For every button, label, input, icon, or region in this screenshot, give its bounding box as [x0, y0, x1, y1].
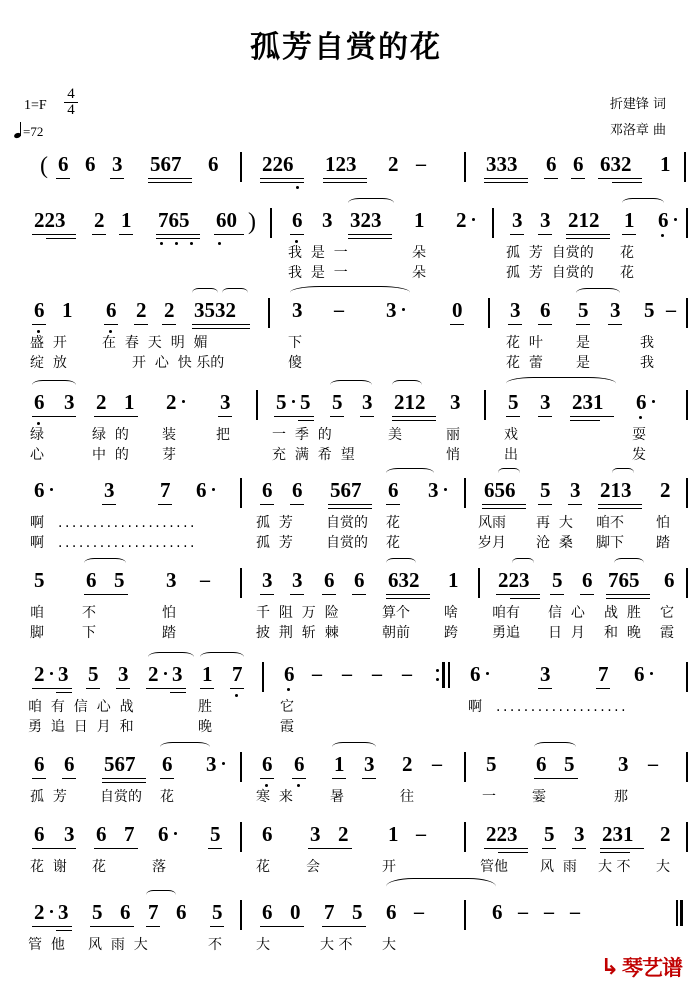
note: 6 [34, 298, 45, 322]
barline [686, 478, 688, 508]
lyric-verse-1: 花 谢 花 落 花 会 开 管他 风 雨 大 不 大 [30, 859, 670, 875]
lyric-verse-1: 管 他 风 雨 大 不 大 大 不 大 [28, 937, 396, 953]
barline [686, 752, 688, 782]
note: 6 [292, 478, 303, 502]
barline [240, 822, 242, 852]
note: 3 [58, 900, 69, 924]
note: 6 [294, 752, 305, 776]
lyric-extension-dots: ................... [496, 699, 629, 715]
note: 3 [510, 298, 521, 322]
note: 5 [486, 752, 497, 776]
staff-row-1 [0, 152, 692, 186]
lyric-extension-dots: .................... [58, 535, 198, 551]
note-group: 223 [498, 568, 530, 592]
note: 3 [58, 662, 69, 686]
notation-line [0, 478, 692, 512]
note: 6 [540, 298, 551, 322]
note-group: 567 [150, 152, 182, 176]
lyric-verse-1: 孤 芳 自赏的 花 寒 来 暑 往 一 霎 那 [30, 789, 628, 805]
lyric-extension-dots: .................... [58, 515, 198, 531]
note: 3 [540, 662, 551, 686]
note: 5 [564, 752, 575, 776]
barline [484, 390, 486, 420]
note: 6 [58, 152, 69, 176]
note: 5 [540, 478, 551, 502]
note: 3 [322, 208, 333, 232]
note: 6 [106, 298, 117, 322]
note: 5 [276, 390, 287, 414]
note: 3 [450, 390, 461, 414]
note: 1 [202, 662, 213, 686]
hold-dash: – [648, 753, 658, 775]
lyric-verse-2: 绽 放 开 心 快 乐的 傻 花 蕾 是 我 [30, 355, 654, 371]
time-signature [60, 88, 82, 117]
barline [240, 752, 242, 782]
hold-dash: – [432, 753, 442, 775]
note: 3 [610, 298, 621, 322]
note: 6 [262, 900, 273, 924]
barline [686, 568, 688, 598]
note: 5 [352, 900, 363, 924]
note: 3 [112, 152, 123, 176]
lyric-verse-1: 绿 绿 的 装 把 一 季 的 美 丽 戏 耍 [30, 427, 646, 443]
notation-line [0, 900, 692, 934]
credits [610, 92, 666, 144]
note: 1 [124, 390, 135, 414]
hold-dash: – [416, 823, 426, 845]
rest: 0 [452, 298, 463, 322]
note: 2 [660, 822, 671, 846]
note: 6 [34, 390, 45, 414]
note-group: 323 [350, 208, 382, 232]
notation-line [0, 298, 692, 332]
note: 6 [636, 390, 647, 414]
hold-dash: – [312, 663, 322, 685]
lyric-verse-1: 我 是 一 朵 孤 芳 自赏的 花 [288, 245, 634, 261]
phrase-close-paren: ) [248, 209, 256, 235]
note: 7 [232, 662, 243, 686]
note: 2 [96, 390, 107, 414]
note: 6 [664, 568, 675, 592]
note: 2 [94, 208, 105, 232]
note: 6 [96, 822, 107, 846]
note: 3 [292, 568, 303, 592]
note: 3 [362, 390, 373, 414]
barline [488, 298, 490, 328]
note: 6 [284, 662, 295, 686]
hold-dash: – [334, 299, 344, 321]
note: 6 [470, 662, 481, 686]
note: 1 [62, 298, 73, 322]
note: 2 [388, 152, 399, 176]
barline [464, 900, 466, 930]
staff-row-5 [0, 478, 692, 556]
notation-line [0, 208, 692, 242]
note: 7 [324, 900, 335, 924]
note: 2 [136, 298, 147, 322]
note: 2 [660, 478, 671, 502]
note: 3 [428, 478, 439, 502]
note: 1 [624, 208, 635, 232]
note-group: 212 [394, 390, 426, 414]
note: 3 [364, 752, 375, 776]
staff-row-10 [0, 900, 692, 956]
barline [686, 298, 688, 328]
logo-text: 琴艺谱 [622, 956, 682, 980]
key-signature: 1=F [24, 98, 47, 113]
note: 3 [570, 478, 581, 502]
barline [686, 662, 688, 692]
note: 2 [402, 752, 413, 776]
note: 6 [86, 568, 97, 592]
barline [492, 208, 494, 238]
staff-row-2 [0, 208, 692, 286]
barline [686, 822, 688, 852]
note: 3 [118, 662, 129, 686]
lyric-verse-2: 脚 下 踏 披 荆 斩 棘 朝前 跨 勇追 日 月 和 晚 霞 [30, 625, 674, 641]
note: 1 [448, 568, 459, 592]
note: 3 [166, 568, 177, 592]
note-group: 632 [600, 152, 632, 176]
hold-dash: – [402, 663, 412, 685]
note: 6 [34, 822, 45, 846]
note: 3 [540, 208, 551, 232]
note: 6 [324, 568, 335, 592]
note-group: 231 [572, 390, 604, 414]
note: 6 [492, 900, 503, 924]
staff-row-9 [0, 822, 692, 878]
note-group: 60 [216, 208, 237, 232]
barline [464, 752, 466, 782]
note-group: 3532 [194, 298, 236, 322]
note: 5 [332, 390, 343, 414]
note-group: 632 [388, 568, 420, 592]
notation-line [0, 568, 692, 602]
note-group: 226 [262, 152, 294, 176]
hold-dash: – [414, 901, 424, 923]
barline [240, 900, 242, 930]
note-group: 123 [325, 152, 357, 176]
note: 3 [512, 208, 523, 232]
hold-dash: – [200, 569, 210, 591]
note: 3 [104, 478, 115, 502]
note-group: 656 [484, 478, 516, 502]
note-group: 765 [608, 568, 640, 592]
hold-dash: – [416, 153, 426, 175]
note: 5 [212, 900, 223, 924]
note-group: 231 [602, 822, 634, 846]
note: 3 [540, 390, 551, 414]
hold-dash: – [342, 663, 352, 685]
note: 2 [456, 208, 467, 232]
barline [262, 662, 264, 692]
hold-dash: – [666, 299, 676, 321]
note: 2 [34, 662, 45, 686]
note: 6 [158, 822, 169, 846]
note-group: 765 [158, 208, 190, 232]
rest: 0 [290, 900, 301, 924]
note: 5 [92, 900, 103, 924]
note: 1 [388, 822, 399, 846]
barline [464, 822, 466, 852]
note: 6 [176, 900, 187, 924]
barline [240, 568, 242, 598]
note: 5 [644, 298, 655, 322]
lyric-verse-2: 啊 .................... 孤 芳 自赏的 花 岁月 沧 桑 脚下 踏 [30, 535, 670, 551]
note: 3 [386, 298, 397, 322]
quarter-note-icon [14, 124, 23, 139]
hold-dash: – [544, 901, 554, 923]
staff-row-6 [0, 568, 692, 646]
barline [686, 390, 688, 420]
note: 6 [34, 478, 45, 502]
note: 3 [618, 752, 629, 776]
note: 6 [388, 478, 399, 502]
note: 5 [114, 568, 125, 592]
note: 7 [124, 822, 135, 846]
time-numerator: 4 [67, 86, 75, 102]
note-group: 223 [486, 822, 518, 846]
barline [478, 568, 480, 598]
note: 6 [120, 900, 131, 924]
note: 3 [574, 822, 585, 846]
note: 6 [582, 568, 593, 592]
note: 3 [292, 298, 303, 322]
time-denominator: 4 [67, 102, 75, 118]
lyric-verse-1: 咱 有 信 心 战 胜 它 啊 ................... [28, 699, 629, 715]
note: 6 [196, 478, 207, 502]
staff-row-7 [0, 662, 692, 740]
note: 1 [121, 208, 132, 232]
note: 6 [262, 752, 273, 776]
notation-line [0, 390, 692, 424]
note: 2 [338, 822, 349, 846]
note: 3 [64, 822, 75, 846]
note: 6 [536, 752, 547, 776]
note-group: 567 [104, 752, 136, 776]
lyricist-credit: 折建锋 词 [609, 97, 666, 112]
lyric-verse-1: 啊 .................... 孤 芳 自赏的 花 风雨 再 大 咱不 怕 [30, 515, 670, 531]
site-logo[interactable] [601, 952, 682, 982]
note-group: 223 [34, 208, 66, 232]
note: 6 [85, 152, 96, 176]
phrase-open-paren: ( [40, 153, 48, 179]
note: 3 [262, 568, 273, 592]
note: 3 [172, 662, 183, 686]
note: 6 [162, 752, 173, 776]
note: 6 [386, 900, 397, 924]
staff-row-4 [0, 390, 692, 468]
lyric-verse-1: 咱 不 怕 千 阻 万 险 算个 啥 咱有 信 心 战 胜 它 [30, 605, 674, 621]
note: 5 [578, 298, 589, 322]
barline [684, 152, 686, 182]
note-group: 333 [486, 152, 518, 176]
notation-line [0, 152, 692, 186]
staff-row-3 [0, 298, 692, 376]
logo-mark-icon: ↳ [600, 954, 619, 980]
staff-row-8 [0, 752, 692, 808]
notation-line [0, 662, 692, 696]
note: 3 [220, 390, 231, 414]
note: 2 [34, 900, 45, 924]
note: 6 [546, 152, 557, 176]
page-title: 孤芳自赏的花 [250, 30, 442, 65]
note-group: 213 [600, 478, 632, 502]
note: 1 [414, 208, 425, 232]
hold-dash: – [518, 901, 528, 923]
note-group: 567 [330, 478, 362, 502]
lyric-verse-2: 勇 追 日 月 和 晚 霞 [28, 719, 294, 735]
notation-line [0, 822, 692, 856]
composer-credit: 邓洛章 曲 [609, 123, 666, 138]
notation-line [0, 752, 692, 786]
barline [464, 152, 466, 182]
note: 5 [508, 390, 519, 414]
note: 6 [292, 208, 303, 232]
barline [464, 478, 466, 508]
note: 2 [166, 390, 177, 414]
note: 1 [334, 752, 345, 776]
note: 6 [634, 662, 645, 686]
note: 6 [208, 152, 219, 176]
note: 5 [210, 822, 221, 846]
note: 1 [660, 152, 671, 176]
barline [240, 152, 242, 182]
barline [268, 298, 270, 328]
note: 2 [164, 298, 175, 322]
lyric-verse-1: 盛 开 在 春 天 明 媚 下 花 叶 是 我 [30, 335, 654, 351]
note-group: 212 [568, 208, 600, 232]
note: 5 [34, 568, 45, 592]
note: 3 [310, 822, 321, 846]
note: 6 [573, 152, 584, 176]
barline [686, 208, 688, 238]
note: 6 [34, 752, 45, 776]
note: 6 [64, 752, 75, 776]
note: 2 [148, 662, 159, 686]
note: 6 [262, 478, 273, 502]
note: 7 [148, 900, 159, 924]
hold-dash: – [570, 901, 580, 923]
note: 7 [598, 662, 609, 686]
note: 5 [552, 568, 563, 592]
lyric-verse-2: 我 是 一 朵 孤 芳 自赏的 花 [288, 265, 634, 281]
barline [240, 478, 242, 508]
note: 7 [160, 478, 171, 502]
note: 6 [354, 568, 365, 592]
note: 3 [206, 752, 217, 776]
lyric-verse-2: 心 中 的 芽 充 满 希 望 悄 出 发 [30, 447, 646, 463]
hold-dash: – [372, 663, 382, 685]
tempo-marking [14, 124, 43, 140]
note: 5 [300, 390, 311, 414]
note: 3 [64, 390, 75, 414]
barline [256, 390, 258, 420]
note: 6 [658, 208, 669, 232]
tempo-value: =72 [23, 124, 44, 139]
note: 6 [262, 822, 273, 846]
note: 5 [88, 662, 99, 686]
barline [270, 208, 272, 238]
note: 5 [544, 822, 555, 846]
